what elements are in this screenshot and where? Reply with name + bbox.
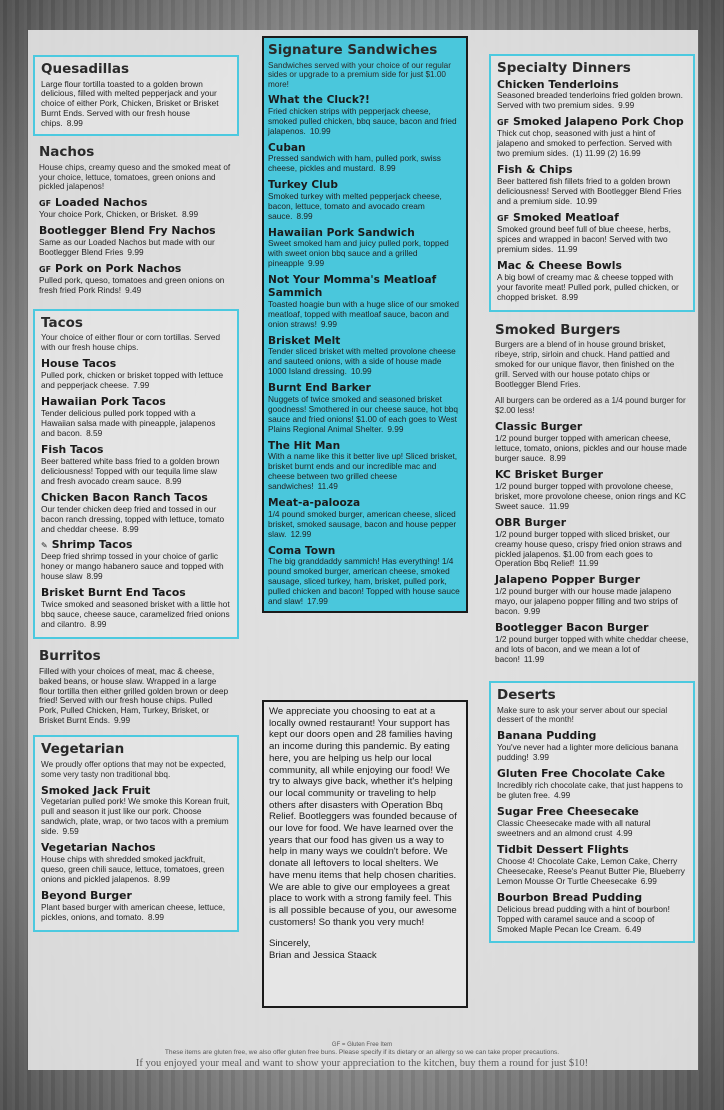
menu-item <box>41 396 231 439</box>
item-desc: Seasoned breaded tenderloins fried golden brown. Served with two premium sides. <box>497 90 683 111</box>
menu-item <box>495 421 689 464</box>
item-price: 10.99 <box>350 366 372 377</box>
item-name: Smoked Jalapeno Pork Chop <box>513 115 684 129</box>
nachos-section <box>33 140 239 306</box>
item-desc: Incredibly rich chocolate cake, that just happens to be gluten free. <box>497 780 683 801</box>
item-name: Loaded Nachos <box>55 196 148 210</box>
item-desc: Plant based burger with american cheese, lettuce, pickles, onions, and tomato. <box>41 902 226 922</box>
item-desc: 1/2 pound burger topped with white cheddar cheese, and lots of bacon, and we mean a lot of bacon! <box>495 634 689 665</box>
item-desc: Classic Cheesecake made with all natural sweetners and an almond crust <box>497 817 651 838</box>
menu-item <box>497 768 687 801</box>
item-price: 8.99 <box>147 912 165 922</box>
tacos-desc: Your choice of either flour or corn tortillas. Served with our fresh house chips. <box>41 333 221 353</box>
item-price: 17.99 <box>307 596 328 607</box>
item-price: 11.99 <box>523 654 545 665</box>
item-price: 7.99 <box>133 380 150 391</box>
item-name: Shrimp Tacos <box>51 538 133 552</box>
item-price: 8.99 <box>296 210 313 221</box>
menu-item <box>268 179 461 222</box>
specialty-dinners-section <box>489 54 695 312</box>
right-column <box>489 30 695 943</box>
menu-item <box>497 79 687 112</box>
menu-item <box>39 263 233 296</box>
item-name: Chicken Tenderloins <box>497 77 619 91</box>
item-name: Cuban <box>268 141 306 154</box>
item-name: Smoked Meatloaf <box>513 211 619 224</box>
item-price: 4.99 <box>554 790 571 801</box>
item-price: 8.99 <box>549 452 566 463</box>
desserts-title: Deserts <box>497 687 556 704</box>
gluten-free-icon: GF <box>497 118 510 128</box>
item-name: What the Cluck?! <box>268 94 370 107</box>
burgers-note: All burgers can be ordered as a 1/4 pound burger for $2.00 less! <box>495 396 686 416</box>
item-name: Banana Pudding <box>497 729 597 743</box>
item-name: Mac & Cheese Bowls <box>497 258 622 272</box>
item-price: 9.99 <box>308 258 325 269</box>
burritos-desc: Filled with your choices of meat, mac & cheese, baked beans, or house slaw. Wrapped in a large flour tortilla then either grilled golden brown or deep fried! Served with our fresh house chips. Pulled Pork, Pulled Chicken, Ham, Turkey, Brisket, or Brisket Burnt Ends. <box>39 665 229 726</box>
item-price: 6.99 <box>640 875 657 886</box>
item-desc: House chips with shredded smoked jackfruit, queso, green chili sauce, lettuce, tomatoes, green onions and pickled jalapenos. <box>41 854 225 885</box>
item-desc: Sweet smoked ham and juicy pulled pork, topped with sweet onion bbq sauce and a grilled pineapple <box>268 238 449 269</box>
item-price: 12.99 <box>290 528 312 539</box>
item-desc: Same as our Loaded Nachos but made with our Bootlegger Blend Fries <box>39 237 215 258</box>
menu-item <box>41 444 231 487</box>
item-price: 8.99 <box>379 163 396 174</box>
item-name: Brisket Melt <box>268 334 341 347</box>
item-name: Fish Tacos <box>41 442 104 456</box>
menu-item <box>39 225 233 258</box>
item-desc: Beer battered white bass fried to a golden brown deliciousness! Topped with our tequila lime slaw and fresh avocado cream sauce. <box>41 455 220 486</box>
item-desc: Smoked turkey with melted pepperjack cheese, bacon, lettuce, tomato and avocado cream sauce. <box>268 190 442 221</box>
burritos-title: Burritos <box>39 648 101 665</box>
item-price: 11.99 <box>557 243 578 254</box>
item-desc: Our tender chicken deep fried and tossed in our bacon ranch dressing, topped with lettuce, tomato and cheddar cheese. <box>41 503 225 534</box>
menu-item <box>497 212 687 255</box>
item-desc: Tender sliced brisket with melted provolone cheese and sauteed onions, with a side of house made 1000 Island dressing. <box>268 346 456 377</box>
item-price: 8.59 <box>86 427 103 438</box>
menu-item <box>268 142 461 175</box>
left-column <box>33 30 239 932</box>
vegetarian-title: Vegetarian <box>41 741 125 758</box>
menu-item <box>268 274 461 329</box>
item-name: Bourbon Bread Pudding <box>497 890 643 904</box>
gluten-free-icon: GF <box>39 199 52 209</box>
nachos-title: Nachos <box>39 144 95 161</box>
menu-item <box>41 890 231 923</box>
quesadillas-desc: Large flour tortilla toasted to a golden brown delicious, filled with melted pepperjack and your choice of either Pork, Chicken, Brisket or Brisket Burnt Ends. Served with our fresh house chips. 8.99 <box>41 78 219 129</box>
sandwiches-desc: Sandwiches served with your choice of our regular sides or upgrade to a premium side for just $1.00 more! <box>268 60 451 90</box>
item-price: (1) 11.99 (2) 16.99 <box>572 148 641 159</box>
item-name: Pork on Pork Nachos <box>55 262 182 276</box>
menu-item <box>495 622 689 665</box>
quesadillas-price: 8.99 <box>66 118 83 129</box>
item-name: Not Your Momma's Meatloaf Sammich <box>268 274 437 300</box>
gluten-free-note: GF = Gluten Free Item <box>331 1042 393 1048</box>
tacos-title: Tacos <box>41 314 83 331</box>
item-desc: Choose 4! Chocolate Cake, Lemon Cake, Cherry Cheesecake, Reese's Peanut Butter Pie, Blueberry Lemon Mousse Or Turtle Cheesecake <box>497 855 685 886</box>
menu-item <box>495 517 689 570</box>
sandwiches-title: Signature Sandwiches <box>268 42 438 58</box>
menu-item <box>497 164 687 207</box>
gluten-free-icon: GF <box>497 214 510 223</box>
gluten-free-icon: GF <box>39 265 52 275</box>
burritos-section <box>33 644 239 731</box>
item-name: Fish & Chips <box>497 163 573 177</box>
menu-paper <box>28 30 698 1070</box>
menu-item <box>497 806 687 839</box>
item-price: 11.99 <box>548 500 569 511</box>
item-price: 11.49 <box>317 481 338 492</box>
item-desc: You've never had a lighter more delicious banana pudding! <box>497 742 679 763</box>
item-name: Smoked Jack Fruit <box>41 783 151 797</box>
letter-closing: Sincerely, <box>269 938 311 950</box>
item-desc: A big bowl of creamy mac & cheese topped with your favorite meat! Pulled pork, pulled chicken, or chopped brisket. <box>497 271 679 302</box>
desserts-section <box>489 681 695 943</box>
item-price: 9.49 <box>125 285 142 295</box>
menu-item <box>497 892 687 935</box>
item-desc: Toasted hoagie bun with a huge slice of our smoked meatloaf, topped with meatloaf sauce, bacon and onion straws! <box>268 298 459 329</box>
item-price: 6.49 <box>625 923 642 934</box>
item-name: Vegetarian Nachos <box>41 841 156 855</box>
menu-item <box>268 440 461 493</box>
buy-kitchen-round-note: If you enjoyed your meal and want to show your appreciation to the kitchen, buy them a round for just $10! <box>135 1058 589 1069</box>
item-price: 8.99 <box>165 475 182 486</box>
item-price: 9.59 <box>62 826 79 837</box>
menu-item <box>497 260 687 303</box>
item-name: The Hit Man <box>268 439 341 452</box>
menu-item <box>268 335 461 378</box>
item-price: 9.99 <box>387 423 404 434</box>
item-price: 8.99 <box>561 291 579 302</box>
menu-item <box>41 842 231 885</box>
menu-item <box>41 358 231 391</box>
item-desc: Delicious bread pudding with a hint of bourbon! Topped with caramel sauce and a scoop of Smoked Maple Pecan Ice Cream. <box>497 903 670 934</box>
gluten-free-disclaimer: These items are gluten free, we also offer gluten free buns. Please specify if its dietary or an allergy so we can take proper precautions. <box>164 1049 560 1056</box>
item-name: Chicken Bacon Ranch Tacos <box>41 490 208 504</box>
signature-sandwiches-section <box>262 36 468 613</box>
item-desc: Deep fried shrimp tossed in your choice of garlic honey or mango habanero sauce and topped with house slaw <box>41 551 224 582</box>
item-desc: Your choice Pork, Chicken, or Brisket. <box>39 209 178 220</box>
item-price: 9.99 <box>127 247 144 258</box>
item-desc: Nuggets of twice smoked and seasoned brisket goodness! Smothered in our cheese sauce, hot bbq sauce and fried onions! $1.00 of each goes to West Plains Regional Animal Shelter. <box>268 393 459 434</box>
smoked-burgers-section <box>489 318 695 675</box>
menu-item <box>268 382 461 435</box>
item-desc: Beer battered fish fillets fried to a golden brown deliciousness! Served with Bootlegger Blend Fries and a premium side. <box>497 176 682 207</box>
item-desc: Twice smoked and seasoned brisket with a little hot bbq sauce, cheese sauce, caramelized fried onions and cilantro. <box>41 599 230 630</box>
item-price: 3.99 <box>532 752 549 763</box>
item-price: 8.99 <box>153 874 171 885</box>
item-name: Turkey Club <box>268 179 338 192</box>
item-name: Gluten Free Chocolate Cake <box>497 767 666 781</box>
burgers-title: Smoked Burgers <box>495 321 621 338</box>
item-name: KC Brisket Burger <box>495 467 603 481</box>
item-name: Sugar Free Cheesecake <box>497 804 639 818</box>
item-name: Beyond Burger <box>41 889 132 903</box>
item-desc: Smoked ground beef full of blue cheese, herbs, spices and wrapped in bacon! Served with two premium sides. <box>497 223 671 254</box>
item-name: Jalapeno Popper Burger <box>495 573 641 587</box>
item-name: Brisket Burnt End Tacos <box>41 586 186 600</box>
item-desc: Tender delicious pulled pork topped with a Hawaiian salsa made with pineapple, jalapenos and bacon. <box>41 407 216 438</box>
menu-item <box>497 730 687 763</box>
item-desc: Pulled pork, queso, tomatoes and green onions on fresh fried Pork Rinds! <box>39 275 225 295</box>
item-desc: Thick cut chop, seasoned with just a hint of jalapeno and smoked to perfection. Served with two premium sides. <box>497 128 672 159</box>
item-desc: 1/2 pound burger topped with sliced brisket, our creamy house queso, crispy fried onion straws and pickled jalapenos. $1.00 from each goes to Operation Bbq Relief! <box>495 528 682 569</box>
nachos-desc: House chips, creamy queso and the smoked meat of your choice, lettuce, tomatoes, green onions and pickled jalapenos! <box>39 162 231 192</box>
menu-item <box>268 94 461 137</box>
item-name: House Tacos <box>41 357 117 371</box>
item-name: Coma Town <box>268 544 336 557</box>
menu-item <box>39 197 233 220</box>
item-price: 9.99 <box>618 100 635 111</box>
menu-item <box>497 844 687 887</box>
owner-letter <box>262 700 468 1008</box>
quesadillas-title: Quesadillas <box>41 61 130 77</box>
menu-item <box>268 545 461 607</box>
menu-item <box>495 574 689 617</box>
item-name: Bootlegger Bacon Burger <box>495 621 649 635</box>
burritos-price: 9.99 <box>114 715 131 726</box>
item-desc: Vegetarian pulled pork! We smoke this Korean fruit, pull and season it just like our pork. Choose sandwich, plate, wrap, or two tacos with a premium side. <box>41 796 230 837</box>
item-name: Classic Burger <box>495 420 583 434</box>
menu-item <box>41 539 231 582</box>
item-desc: With a name like this it better live up! Sliced brisket, brisket burnt ends and our incredible mac and cheese between two grilled cheese sandwiches! <box>268 451 458 492</box>
burgers-desc: Burgers are a blend of in house ground brisket, ribeye, strip, sirloin and chuck. Hand pattied and smoked for our unique flavor, then finished on the grill. Served with our house potato chips or Bootlegger Blend Fries. <box>495 340 675 389</box>
desserts-desc: Make sure to ask your server about our special dessert of the month! <box>497 705 668 725</box>
item-desc: The big granddaddy sammich! Has everything! 1/4 pound smoked burger, american cheese, smoked sausage, sliced turkey, ham, brisket, pulled pork, pulled chicken and bacon! Topped with house sauce and slaw! <box>268 556 460 607</box>
item-name: OBR Burger <box>495 515 567 529</box>
menu-item <box>268 227 461 270</box>
menu-item <box>497 116 687 159</box>
item-desc: Pulled pork, chicken or brisket topped with lettuce and pepperjack cheese. <box>41 370 224 391</box>
item-desc: 1/2 pound burger with our house made jalapeno mayo, our jalapeno popper filling and two strips of bacon. <box>495 586 678 617</box>
item-desc: 1/2 pound burger topped with provolone cheese, brisket, more provolone cheese, onion rings and KC Sweet sauce. <box>495 480 686 511</box>
item-desc: 1/2 pound burger topped with american cheese, lettuce, tomato, onions, pickles and our house made burger sauce. <box>495 433 687 463</box>
item-desc: 1/4 pound smoked burger, american cheese, sliced brisket, smoked sausage, bacon and house pepper slaw. <box>268 508 457 539</box>
item-price: 8.99 <box>90 619 107 630</box>
menu-item <box>41 492 231 535</box>
letter-signature: Brian and Jessica Staack <box>269 950 377 962</box>
item-price: 4.99 <box>616 827 633 838</box>
item-name: Hawaiian Pork Tacos <box>41 395 166 409</box>
quesadillas-section <box>33 55 239 136</box>
vegetarian-section <box>33 735 239 932</box>
item-price: 11.99 <box>578 558 599 569</box>
item-name: Burnt End Barker <box>268 382 371 395</box>
menu-item <box>41 785 231 838</box>
vegetarian-desc: We proudly offer options that may not be expected, some very tasty non traditional bbq. <box>41 759 226 779</box>
letter-body: We appreciate you choosing to eat at a locally owned restaurant! Your support has kept our doors open and 28 families having an income during this pandemic. By eating here, you are helping us help our local community, all while enjoying our food! We try to always give back, whether it's helping our local community or traveling to help others after disasters with Operation Bbq Relief. Bootleggers was founded because of our love for food. We have learned over the years that our food has given us a way to help in many ways we couldn't before. We donate all leftovers to local shelters. We have menu items that help chosen charities. We are able to give our employees a great place to work with a strong family feel. This is all possible because of you, our awesome customers! So thank you very much! <box>269 706 457 928</box>
item-name: Tidbit Dessert Flights <box>497 842 629 856</box>
item-name: Bootlegger Blend Fry Nachos <box>39 224 216 238</box>
menu-item <box>268 497 461 540</box>
item-price: 8.99 <box>181 209 199 220</box>
item-price: 9.99 <box>320 318 338 329</box>
tacos-section <box>33 309 239 639</box>
item-price: 8.99 <box>122 523 139 534</box>
item-desc: Fried chicken strips with pepperjack cheese, smoked pulled chicken, bbq sauce, bacon and fried jalapenos. <box>268 105 457 136</box>
menu-item <box>41 587 231 630</box>
item-price: 10.99 <box>576 196 597 207</box>
item-name: Meat-a-palooza <box>268 497 361 510</box>
item-name: Hawaiian Pork Sandwich <box>268 226 415 239</box>
pencil-icon: ✎ <box>41 541 48 551</box>
menu-item <box>495 469 689 512</box>
item-price: 8.99 <box>86 571 103 582</box>
item-desc: Pressed sandwich with ham, pulled pork, swiss cheese, pickles and mustard. <box>268 153 441 174</box>
specialty-title: Specialty Dinners <box>497 60 631 76</box>
item-price: 10.99 <box>309 125 331 136</box>
item-price: 9.99 <box>523 606 541 617</box>
